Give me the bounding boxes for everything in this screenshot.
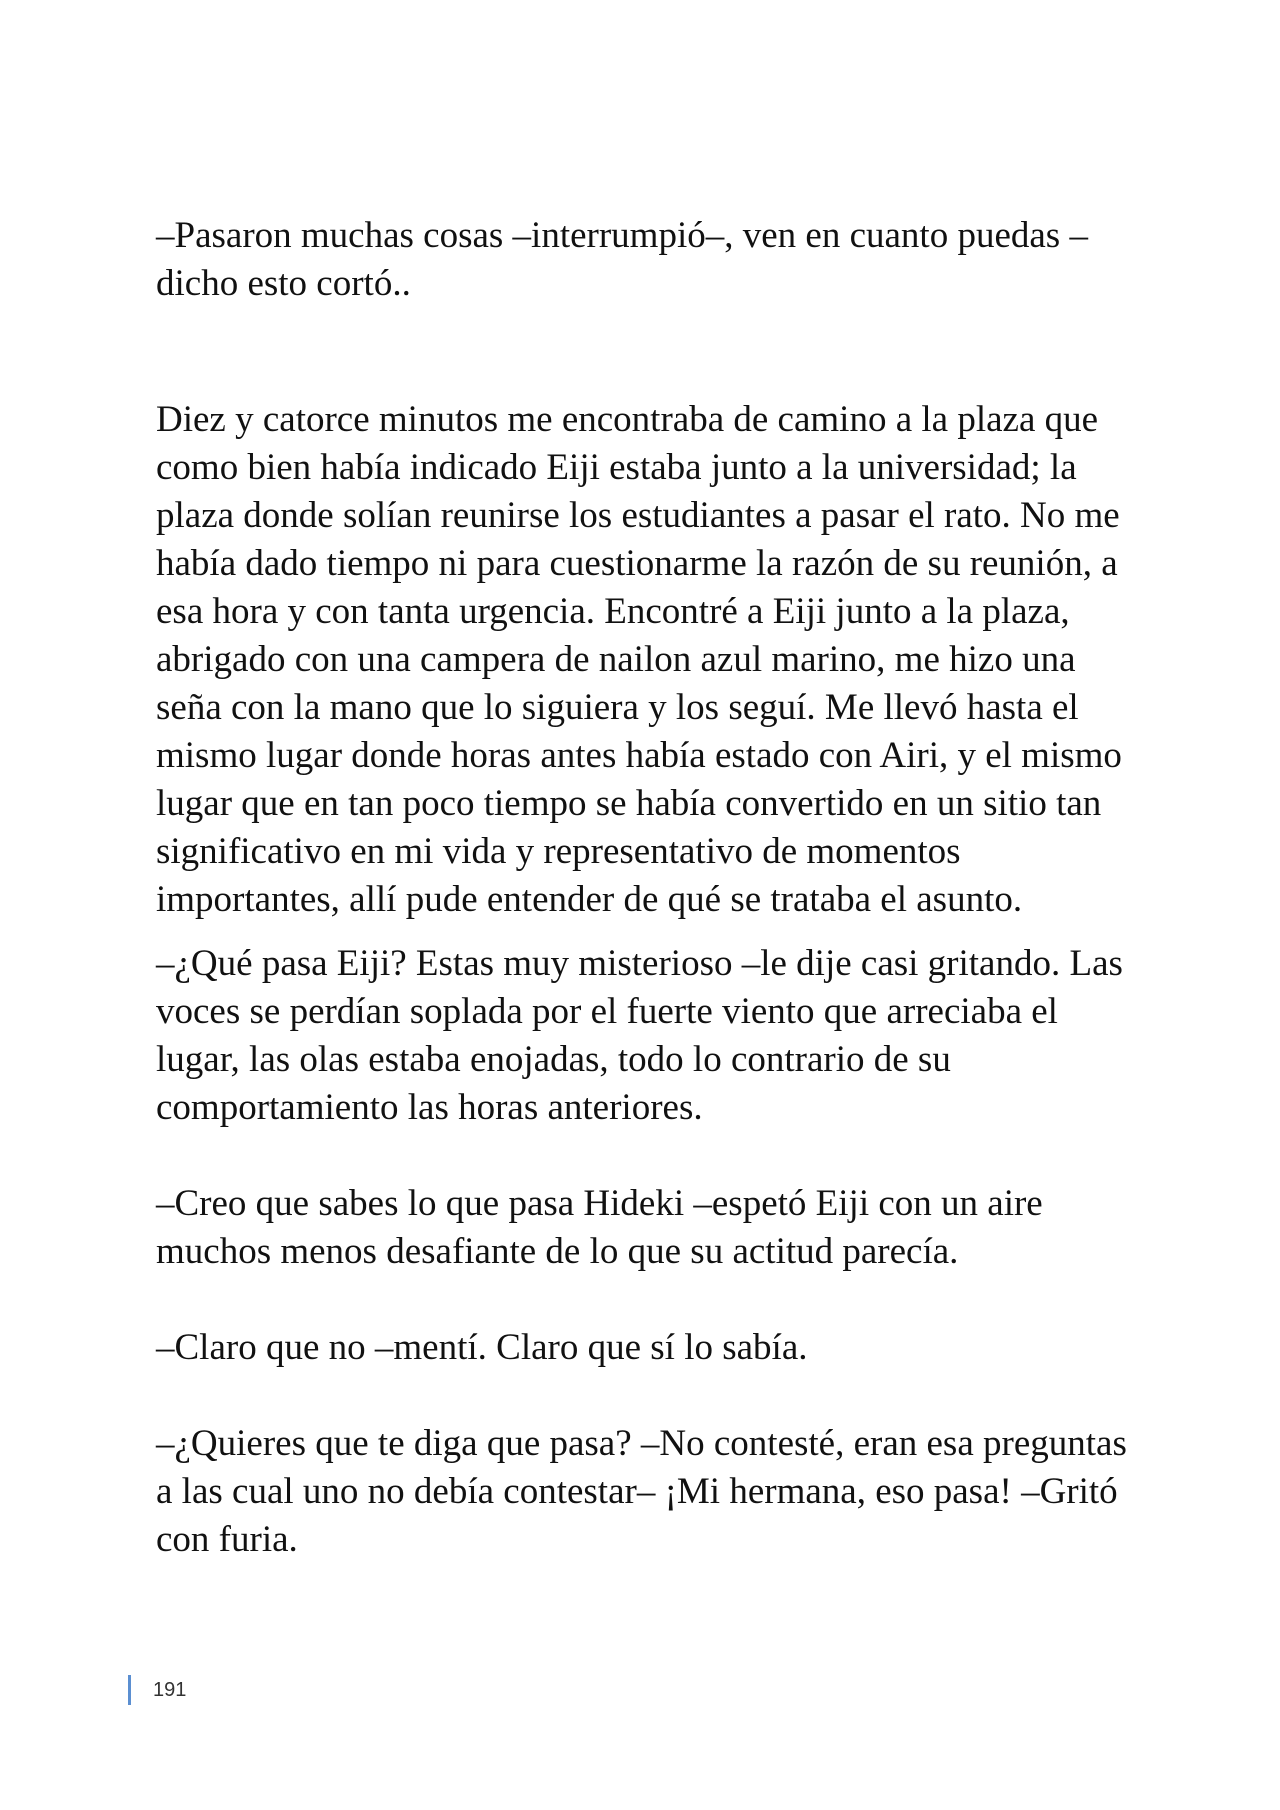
paragraph-4: –Creo que sabes lo que pasa Hideki –espetó Eiji con un aire muchos menos desafiante de lo que su actitud parecía. <box>156 1183 1043 1272</box>
body-text <box>156 212 1136 1564</box>
page-footer <box>128 1674 186 1706</box>
page-number: 191 <box>153 1678 187 1701</box>
paragraph-3: –¿Qué pasa Eiji? Estas muy misterioso –le dije casi gritando. Las voces se perdían soplada por el fuerte viento que arreciaba el lugar, las olas estaba enojadas, todo lo contrario de su comportamiento las horas anteriores. <box>156 943 1123 1128</box>
paragraph-5: –Claro que no –mentí. Claro que sí lo sabía. <box>156 1327 808 1368</box>
footer-accent-bar <box>128 1675 131 1705</box>
paragraph-6: –¿Quieres que te diga que pasa? –No contesté, eran esa preguntas a las cual uno no debía contestar– ¡Mi hermana, eso pasa! –Gritó con furia. <box>156 1423 1127 1560</box>
paragraph-2: Diez y catorce minutos me encontraba de camino a la plaza que como bien había indicado Eiji estaba junto a la universidad; la plaza donde solían reunirse los estudiantes a pasar el rato. No me había dado tiempo ni para cuestionarme la razón de su reunión, a esa hora y con tanta urgencia. Encontré a Eiji junto a la plaza, abrigado con una campera de nailon azul marino, me hizo una seña con la mano que lo siguiera y los seguí. Me llevó hasta el mismo lugar donde horas antes había estado con Airi, y el mismo lugar que en tan poco tiempo se había convertido en un sitio tan significativo en mi vida y representativo de momentos importantes, allí pude entender de qué se trataba el asunto. <box>156 399 1122 920</box>
paragraph-1: –Pasaron muchas cosas –interrumpió–, ven en cuanto puedas –dicho esto cortó.. <box>156 215 1088 304</box>
